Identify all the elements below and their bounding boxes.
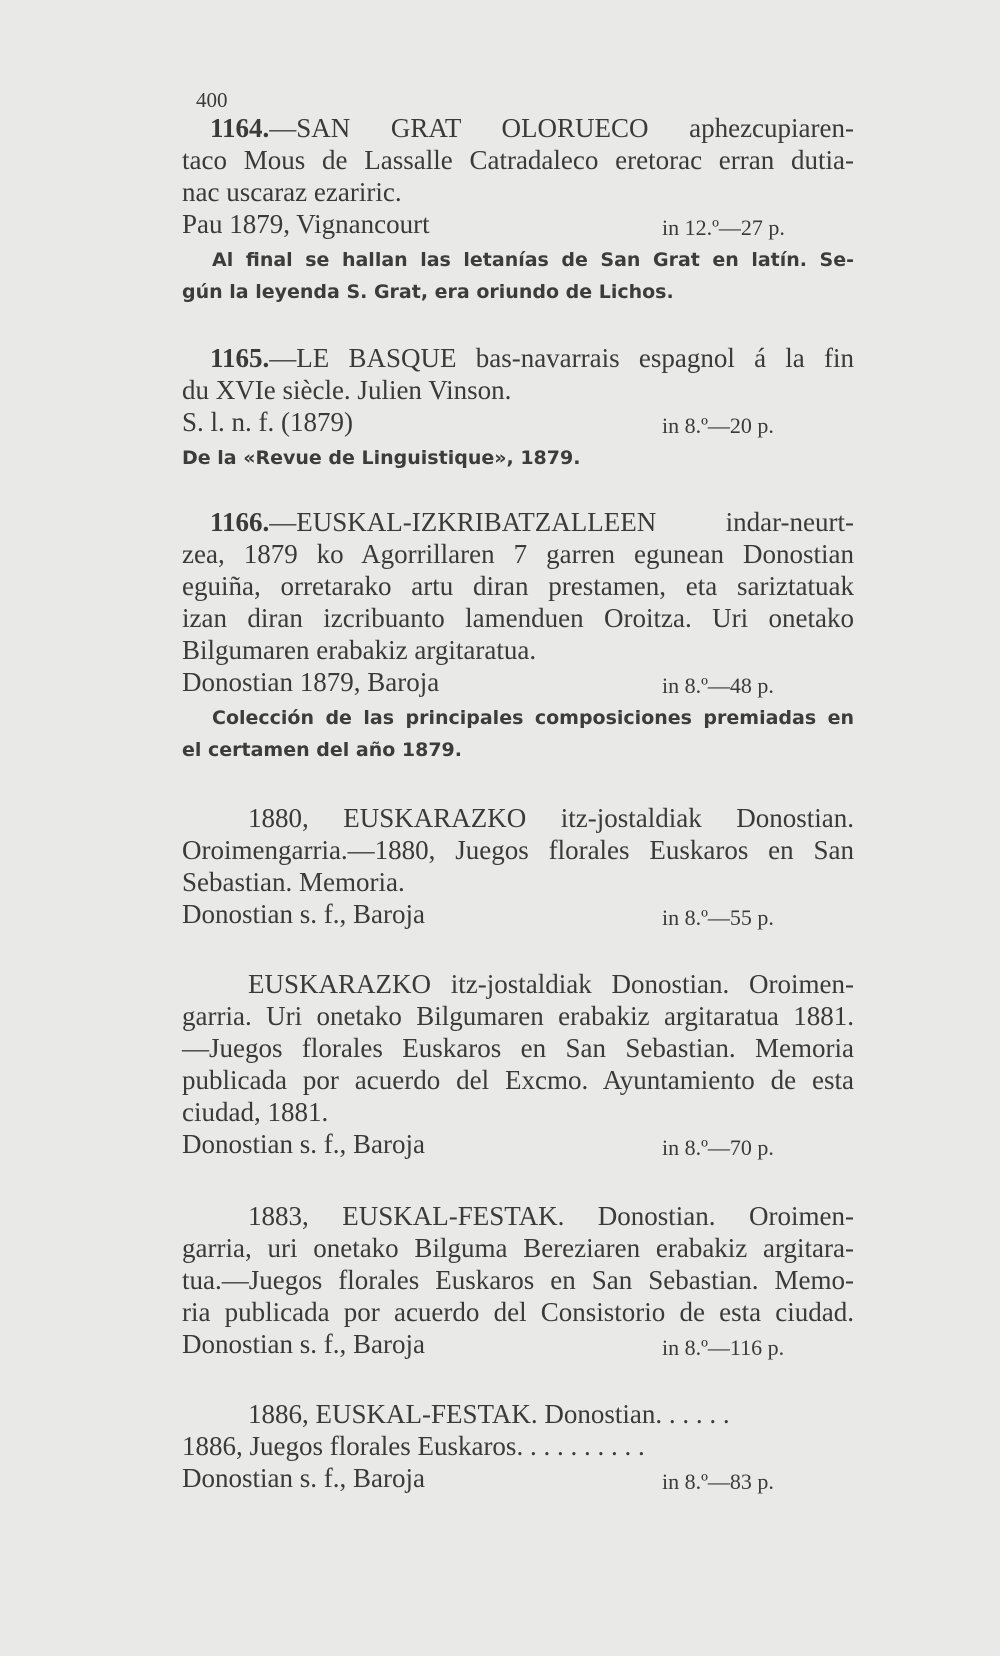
entry-line: EUSKARAZKO itz-jostaldiak Donostian. Oroimen- [248, 969, 854, 999]
imprint: Donostian 1879, Baroja [182, 667, 440, 697]
note-line: gún la leyenda S. Grat, era oriundo de Lichos. [182, 281, 674, 303]
note [182, 442, 854, 474]
imprint: Donostian s. f., Baroja [182, 1329, 425, 1359]
note [182, 244, 854, 308]
note-line: De la «Revue de Linguistique», 1879. [182, 447, 581, 469]
imprint-row [182, 666, 854, 702]
note-line: el certamen del año 1879. [182, 739, 462, 761]
entry-line: 1165.—LE BASQUE bas-navarrais espagnol á la fin [210, 343, 854, 373]
entry-line: Oroimengarria.—1880, Juegos florales Euskaros en San [182, 835, 854, 865]
entry-line: publicada por acuerdo del Excmo. Ayuntamiento de esta [182, 1065, 854, 1095]
entry-1883 [182, 1200, 854, 1364]
entry-line: garria, uri onetako Bilguma Bereziaren erabakiz argitara- [182, 1233, 854, 1263]
entry-1165 [182, 342, 854, 474]
imprint-row [182, 406, 854, 442]
entry-line: 1886, EUSKAL-FESTAK. Donostian. . . . . . [248, 1399, 730, 1429]
imprint-row [182, 1462, 854, 1498]
entry-line: eguiña, orretarako artu diran prestamen, eta sariztatuak [182, 571, 854, 601]
imprint-row [182, 208, 854, 244]
entry-line: Sebastian. Memoria. [182, 867, 405, 897]
entry-number: 1166. [210, 507, 270, 537]
entry-line: 1883, EUSKAL-FESTAK. Donostian. Oroimen- [248, 1201, 854, 1231]
entry-1880 [182, 802, 854, 934]
format: in 8.º—55 p. [662, 905, 774, 930]
entry-line: 1164.—SAN GRAT OLORUECO aphezcupiaren- [210, 113, 854, 143]
imprint-row [182, 1128, 854, 1164]
format: in 8.º—70 p. [662, 1135, 774, 1160]
note [182, 702, 854, 766]
note-line: Colección de las principales composiciones premiadas en [212, 707, 854, 729]
entry-line: zea, 1879 ko Agorrillaren 7 garren egunean Donostian [182, 539, 854, 569]
entry-line: —Juegos florales Euskaros en San Sebastian. Memoria [182, 1033, 854, 1063]
page-number: 400 [196, 88, 228, 112]
imprint-row [182, 898, 854, 934]
entry-line: ciudad, 1881. [182, 1097, 329, 1127]
imprint: Donostian s. f., Baroja [182, 1463, 425, 1493]
entry-1166 [182, 506, 854, 766]
imprint-row [182, 1328, 854, 1364]
entry-1886 [182, 1398, 854, 1498]
format: in 8.º—116 p. [662, 1335, 785, 1360]
format: in 8.º—20 p. [662, 413, 774, 438]
entry-line: 1166.—EUSKAL-IZKRIBATZALLEEN indar-neurt- [210, 507, 854, 537]
entry-line: garria. Uri onetako Bilgumaren erabakiz argitaratua 1881. [182, 1001, 854, 1031]
entry-1881 [182, 968, 854, 1164]
entry-line: du XVIe siècle. Julien Vinson. [182, 375, 512, 405]
entry-line: nac uscaraz ezariric. [182, 177, 402, 207]
imprint: Donostian s. f., Baroja [182, 899, 425, 929]
entry-line: ria publicada por acuerdo del Consistorio de esta ciudad. [182, 1297, 854, 1327]
entry-line: 1880, EUSKARAZKO itz-jostaldiak Donostian. [248, 803, 854, 833]
entry-line: Bilgumaren erabakiz argitaratua. [182, 635, 537, 665]
entry-1164 [182, 112, 854, 308]
entry-number: 1165. [210, 343, 270, 373]
imprint: Donostian s. f., Baroja [182, 1129, 425, 1159]
entry-line: taco Mous de Lassalle Catradaleco eretorac erran dutia- [182, 145, 854, 175]
format: in 8.º—83 p. [662, 1469, 774, 1494]
format: in 12.º—27 p. [662, 215, 785, 240]
entry-line: 1886, Juegos florales Euskaros. . . . . . . . . . [182, 1431, 645, 1461]
format: in 8.º—48 p. [662, 673, 774, 698]
entry-line: tua.—Juegos florales Euskaros en San Sebastian. Memo- [182, 1265, 854, 1295]
entry-number: 1164. [210, 113, 270, 143]
imprint: Pau 1879, Vignancourt [182, 209, 430, 239]
note-line: Al final se hallan las letanías de San Grat en latín. Se- [212, 249, 854, 271]
entry-line: izan diran izcribuanto lamenduen Oroitza. Uri onetako [182, 603, 854, 633]
imprint: S. l. n. f. (1879) [182, 407, 353, 437]
